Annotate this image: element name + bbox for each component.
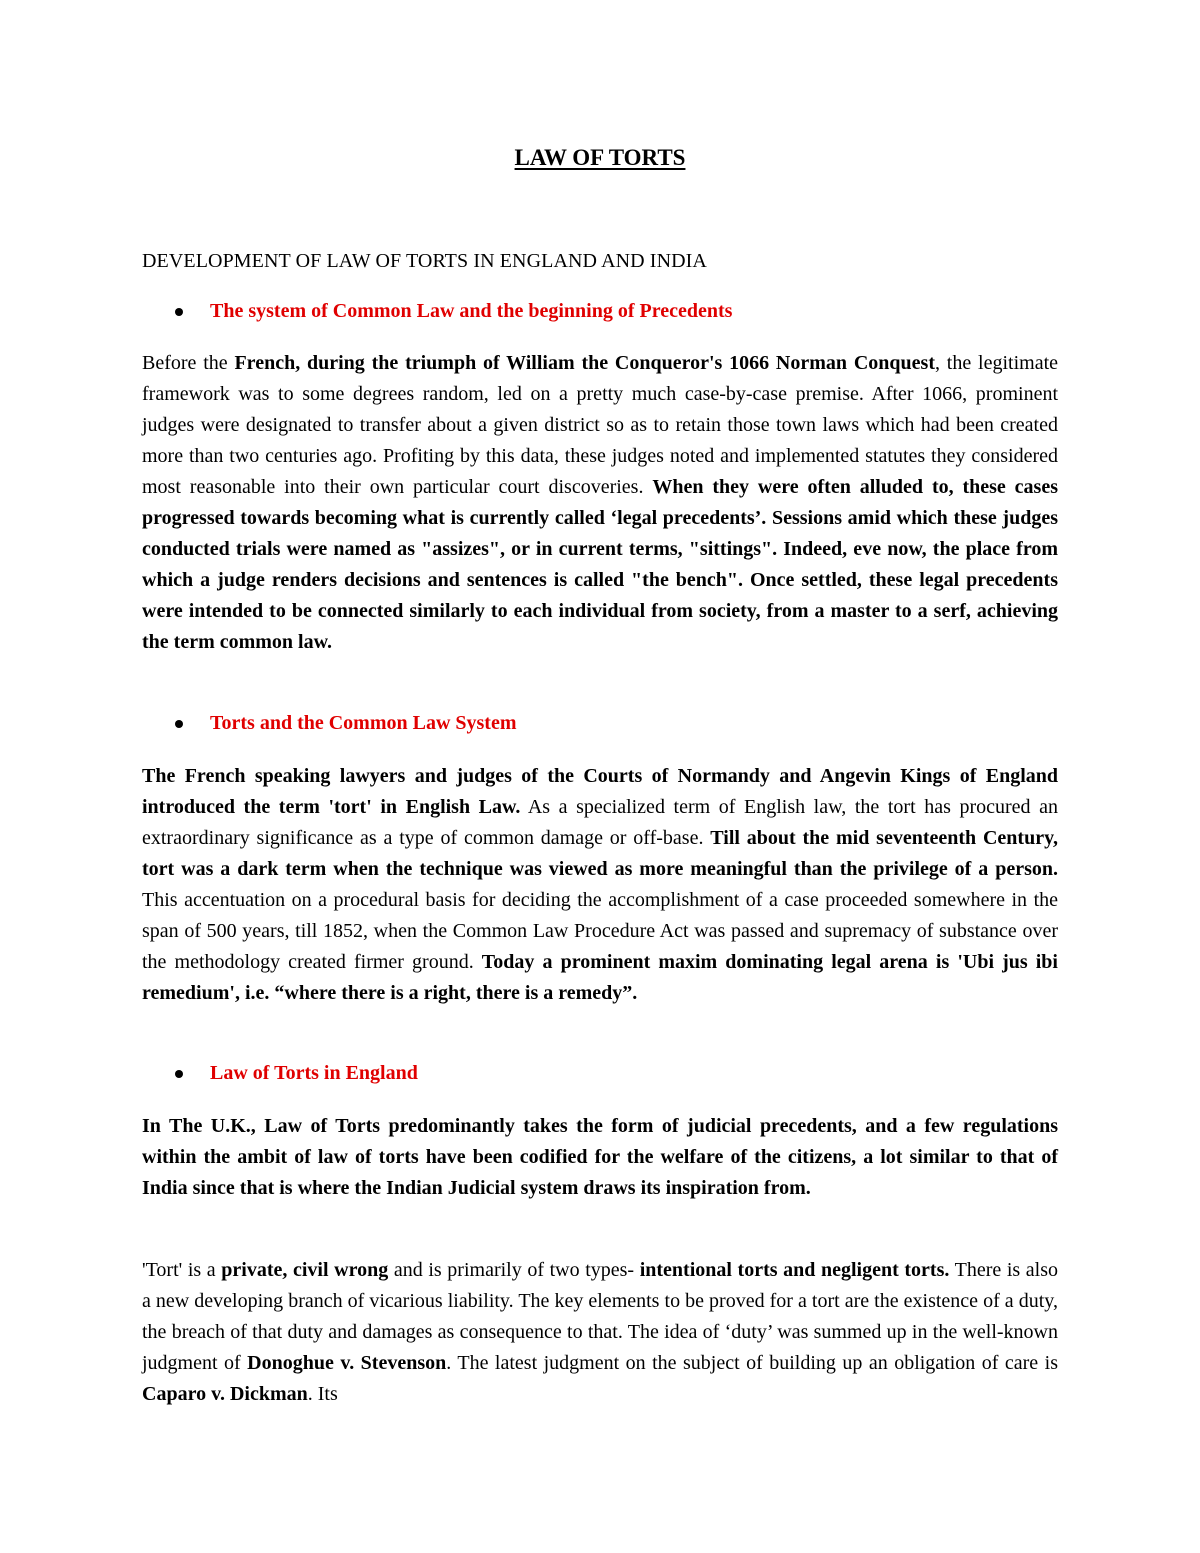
section-heading-text: The system of Common Law and the beginning of Precedents [210,300,733,322]
text-run: . Its [307,1383,338,1405]
text-run: There is also a new developing branch of vicarious liability. The key elements to be proved for a tort are the existence of a duty, the breach of that duty and damages as consequence to that. The idea of ‘duty’ was summed up in the well-known judgment of [142,1259,1059,1374]
bullet-icon [175,308,183,316]
text-run: 'Tort' is a [142,1259,222,1281]
section-heading-text: Torts and the Common Law System [210,712,517,734]
bullet-icon [175,1070,183,1078]
document-subtitle: DEVELOPMENT OF LAW OF TORTS IN ENGLAND AND INDIA [142,250,707,272]
bullet-icon [175,720,183,728]
bold-text-run: Today a prominent maxim dominating legal arena is 'Ubi jus ibi remedium', i.e. “where there is a right, there is a remedy”. [142,951,1058,1004]
text-run: This accentuation on a procedural basis for deciding the accomplishment of a case proceeded somewhere in the span of 500 years, till 1852, when the Common Law Procedure Act was passed and supremacy of substance over the methodology created firmer ground. [142,889,1058,973]
bold-text-run: private, civil wrong [221,1259,389,1281]
section-heading-torts-common-law [175,712,517,735]
text-run: , the legitimate framework was to some degrees random, led on a pretty much case-by-case premise. After 1066, prominent judges were designated to transfer about a given district so as to retain those town laws which had been created more than two centuries ago. Profiting by this data, these judges noted and implemented statutes they considered most reasonable into their own particular court discoveries. [142,352,1058,498]
paragraph [142,1255,1058,1410]
bold-text-run: In The U.K., Law of Torts predominantly takes the form of judicial precedents, and a few regulations within the ambit of law of torts have been codified for the welfare of the citizens, a lot similar to that of India since that is where the Indian Judicial system draws its inspiration from. [142,1115,1058,1199]
section-heading-text: Law of Torts in England [210,1062,418,1084]
bold-text-run: French, during the triumph of William the Conqueror's 1066 Norman Conquest [234,352,935,374]
bold-text-run: Till about the mid seventeenth Century, tort was a dark term when the technique was viewed as more meaningful than the privilege of a person. [142,827,1058,880]
section-heading-law-of-torts-england [175,1062,418,1085]
paragraph [142,1111,1058,1204]
text-run: . The latest judgment on the subject of building up an obligation of care is [446,1352,1058,1374]
text-run: Before the [142,352,235,374]
paragraph [142,761,1058,1009]
section-heading-common-law [175,300,732,323]
paragraph [142,348,1058,658]
bold-text-run: The French speaking lawyers and judges of the Courts of Normandy and Angevin Kings of England introduced the term 'tort' in English Law. [142,765,1058,818]
text-run: As a specialized term of English law, the tort has procured an extraordinary significance as a type of common damage or off-base. [142,796,1058,849]
bold-text-run: Donoghue v. Stevenson [247,1352,447,1374]
bold-text-run: Caparo v. Dickman [142,1383,308,1405]
text-run: and is primarily of two types- [388,1259,640,1281]
bold-text-run: intentional torts and negligent torts. [639,1259,950,1281]
document-title: LAW OF TORTS [514,145,686,170]
bold-text-run: When they were often alluded to, these cases progressed towards becoming what is currently called ‘legal precedents’. Sessions amid which these judges conducted trials were named as "assizes", or in current terms, "sittings". Indeed, eve now, the place from which a judge renders decisions and sentences is called "the bench". Once settled, these legal precedents were intended to be connected similarly to each individual from society, from a master to a serf, achieving the term common law. [142,476,1059,653]
